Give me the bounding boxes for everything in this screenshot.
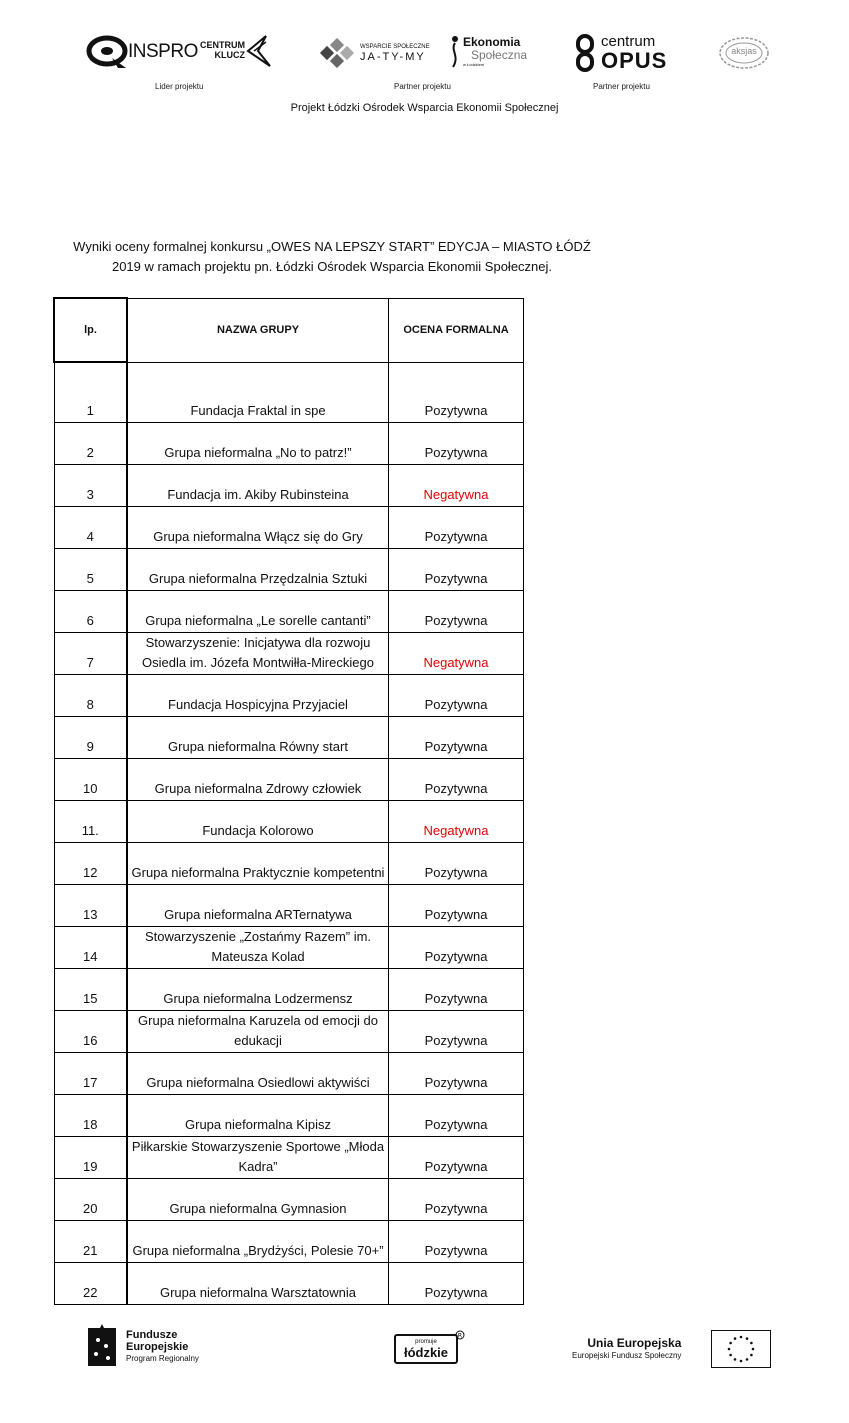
row-name: Grupa nieformalna Gymnasion	[127, 1179, 389, 1221]
ja-ty-my-logo	[318, 38, 430, 68]
row-lp: 18	[54, 1095, 127, 1137]
row-name: Grupa nieformalna Osiedlowi aktywiści	[127, 1053, 389, 1095]
row-lp: 11.	[54, 801, 127, 843]
row-lp: 9	[54, 717, 127, 759]
row-name: Grupa nieformalna ARTernatywa	[127, 885, 389, 927]
row-result: Negatywna	[389, 465, 524, 507]
opus-text-2: OPUS	[601, 48, 668, 73]
table-row	[54, 843, 524, 885]
row-name: Grupa nieformalna Równy start	[127, 717, 389, 759]
document-title	[62, 237, 602, 277]
row-lp: 7	[54, 633, 127, 675]
row-result: Pozytywna	[389, 885, 524, 927]
row-lp: 21	[54, 1221, 127, 1263]
ekonomia-spoleczna-logo	[448, 34, 527, 68]
row-result: Pozytywna	[389, 1011, 524, 1053]
row-result: Pozytywna	[389, 1221, 524, 1263]
row-lp: 2	[54, 423, 127, 465]
aksjas-logo	[718, 36, 770, 66]
row-lp: 14	[54, 927, 127, 969]
table-row	[54, 1095, 524, 1137]
project-line: Projekt Łódzki Ośrodek Wsparcia Ekonomii Społecznej	[290, 102, 559, 114]
table-row	[54, 549, 524, 591]
ue-text-2: Europejski Fundusz Społeczny	[572, 1351, 682, 1360]
row-name: Grupa nieformalna „Le sorelle cantanti”	[127, 591, 389, 633]
partner-logos	[0, 30, 849, 90]
row-name: Fundacja Kolorowo	[127, 801, 389, 843]
row-lp: 1	[54, 381, 127, 423]
row-name: Grupa nieformalna Praktycznie kompetentni	[127, 843, 389, 885]
footer-logos	[0, 1322, 849, 1372]
ue-text-1: Unia Europejska	[587, 1336, 682, 1350]
table-row	[54, 423, 524, 465]
eu-star-icon	[750, 1342, 753, 1345]
row-result: Pozytywna	[389, 1053, 524, 1095]
row-result: Pozytywna	[389, 675, 524, 717]
table-row	[54, 969, 524, 1011]
table-row	[54, 1011, 524, 1053]
row-name: Fundacja Hospicyjna Przyjaciel	[127, 675, 389, 717]
table-row	[54, 1137, 524, 1179]
opus-mark-icon	[575, 34, 597, 72]
row-result: Negatywna	[389, 801, 524, 843]
row-name: Grupa nieformalna Lodzermensz	[127, 969, 389, 1011]
row-name: Grupa nieformalna „No to patrz!”	[127, 423, 389, 465]
row-lp: 15	[54, 969, 127, 1011]
row-lp: 16	[54, 1011, 127, 1053]
centrum-opus-logo	[575, 34, 667, 72]
eu-star-icon	[734, 1358, 737, 1361]
row-name: Grupa nieformalna „Brydżyści, Polesie 70+”	[127, 1221, 389, 1263]
row-name: Grupa nieformalna Kipisz	[127, 1095, 389, 1137]
eu-star-icon	[746, 1358, 749, 1361]
ja-ty-my-diamond-icon	[318, 38, 358, 68]
eu-star-icon	[740, 1360, 743, 1363]
table-row	[54, 675, 524, 717]
fe-text-1: Fundusze	[126, 1328, 178, 1341]
table-row	[54, 1263, 524, 1305]
unia-europejska-logo	[572, 1336, 681, 1361]
promuje-lodzkie-logo	[394, 1334, 458, 1364]
svg-text:R: R	[457, 1332, 463, 1340]
row-name: Fundacja im. Akiby Rubinsteina	[127, 465, 389, 507]
eu-star-icon	[729, 1354, 732, 1357]
row-lp: 12	[54, 843, 127, 885]
caption-partner-1: Partner projektu	[394, 82, 451, 91]
fundusze-europejskie-icon	[88, 1324, 118, 1368]
row-result: Pozytywna	[389, 843, 524, 885]
row-result: Pozytywna	[389, 507, 524, 549]
eu-star-icon	[750, 1354, 753, 1357]
row-name: Grupa nieformalna Warsztatownia	[127, 1263, 389, 1305]
table-row	[54, 1053, 524, 1095]
row-result: Pozytywna	[389, 1095, 524, 1137]
row-lp: 6	[54, 591, 127, 633]
table-row	[54, 1179, 524, 1221]
eu-star-icon	[729, 1342, 732, 1345]
row-name: Grupa nieformalna Zdrowy człowiek	[127, 759, 389, 801]
header-result: OCENA FORMALNA	[389, 298, 524, 362]
registered-mark-icon	[455, 1330, 465, 1340]
table-row	[54, 1221, 524, 1263]
table-spacer-row	[54, 362, 524, 381]
header-lp: lp.	[54, 298, 127, 362]
ja-ty-my-big: JA-TY-MY	[360, 51, 426, 63]
table-row	[54, 633, 524, 675]
inspro-logo	[86, 34, 198, 70]
row-lp: 3	[54, 465, 127, 507]
table-row	[54, 591, 524, 633]
fe-text-2: Europejskie	[126, 1340, 189, 1353]
row-result: Pozytywna	[389, 759, 524, 801]
table-row	[54, 759, 524, 801]
document-title-line-1: Wyniki oceny formalnej konkursu „OWES NA LEPSZY START” EDYCJA – MIASTO ŁÓDŹ	[73, 239, 591, 254]
lodzkie-small: promuje	[415, 1338, 437, 1345]
eu-star-icon	[752, 1348, 755, 1351]
eu-star-icon	[734, 1337, 737, 1340]
table-row	[54, 717, 524, 759]
row-lp: 19	[54, 1137, 127, 1179]
centrum-klucz-text-2: KLUCZ	[214, 50, 245, 60]
caption-partner-2: Partner projektu	[593, 82, 650, 91]
table-row	[54, 885, 524, 927]
ekonomia-text-1: Ekonomia	[463, 35, 521, 49]
row-lp: 10	[54, 759, 127, 801]
row-name: Grupa nieformalna Włącz się do Gry	[127, 507, 389, 549]
table-row	[54, 381, 524, 423]
row-result: Pozytywna	[389, 591, 524, 633]
row-result: Negatywna	[389, 633, 524, 675]
inspro-text: INSPRO	[128, 41, 198, 62]
row-name: Stowarzyszenie „Zostańmy Razem” im. Mateusza Kolad	[127, 927, 389, 969]
row-result: Pozytywna	[389, 969, 524, 1011]
centrum-klucz-text-1: CENTRUM	[200, 40, 245, 50]
row-name: Grupa nieformalna Przędzalnia Sztuki	[127, 549, 389, 591]
row-result: Pozytywna	[389, 549, 524, 591]
inspro-q-icon	[86, 34, 130, 70]
row-name: Piłkarskie Stowarzyszenie Sportowe „Młoda Kadra”	[127, 1137, 389, 1179]
row-result: Pozytywna	[389, 927, 524, 969]
opus-text-1: centrum	[601, 33, 656, 50]
row-name: Grupa nieformalna Karuzela od emocji do edukacji	[127, 1011, 389, 1053]
person-figure-icon	[448, 34, 462, 68]
document-title-line-2: 2019 w ramach projektu pn. Łódzki Ośrodek Wsparcia Ekonomii Społecznej.	[111, 259, 553, 274]
caption-lider: Lider projektu	[155, 82, 204, 91]
row-result: Pozytywna	[389, 717, 524, 759]
table-row	[54, 927, 524, 969]
table-header-row	[54, 298, 524, 362]
centrum-klucz-logo	[200, 40, 245, 60]
row-name: Fundacja Fraktal in spe	[127, 381, 389, 423]
ja-ty-my-small: WSPARCIE SPOŁECZNE	[360, 44, 430, 50]
row-result: Pozytywna	[389, 1179, 524, 1221]
table-row	[54, 465, 524, 507]
table-row	[54, 507, 524, 549]
table-body	[54, 381, 524, 1305]
row-lp: 13	[54, 885, 127, 927]
table-row	[54, 801, 524, 843]
row-lp: 22	[54, 1263, 127, 1305]
fundusze-europejskie-logo	[88, 1324, 199, 1368]
row-lp: 4	[54, 507, 127, 549]
ekonomia-text-3: w Łódzkiem	[463, 62, 485, 67]
fe-text-3: Program Regionalny	[126, 1353, 199, 1363]
lodzkie-big: łódzkie	[403, 1344, 449, 1360]
ekonomia-text-2: Społeczna	[471, 48, 528, 62]
row-name: Stowarzyszenie: Inicjatywa dla rozwoju Osiedla im. Józefa Montwiłła-Mireckiego	[127, 633, 389, 675]
row-lp: 17	[54, 1053, 127, 1095]
eu-star-icon	[728, 1348, 731, 1351]
klucz-arrow-icon	[244, 34, 274, 68]
aksjas-text: aksjas	[731, 46, 757, 56]
eu-star-icon	[746, 1337, 749, 1340]
results-table	[53, 297, 524, 1305]
row-result: Pozytywna	[389, 423, 524, 465]
row-result: Pozytywna	[389, 381, 524, 423]
row-lp: 20	[54, 1179, 127, 1221]
row-lp: 5	[54, 549, 127, 591]
row-result: Pozytywna	[389, 1137, 524, 1179]
row-result: Pozytywna	[389, 1263, 524, 1305]
eu-flag-icon	[711, 1330, 771, 1368]
row-lp: 8	[54, 675, 127, 717]
eu-star-icon	[740, 1336, 743, 1339]
header-name: NAZWA GRUPY	[127, 298, 389, 362]
